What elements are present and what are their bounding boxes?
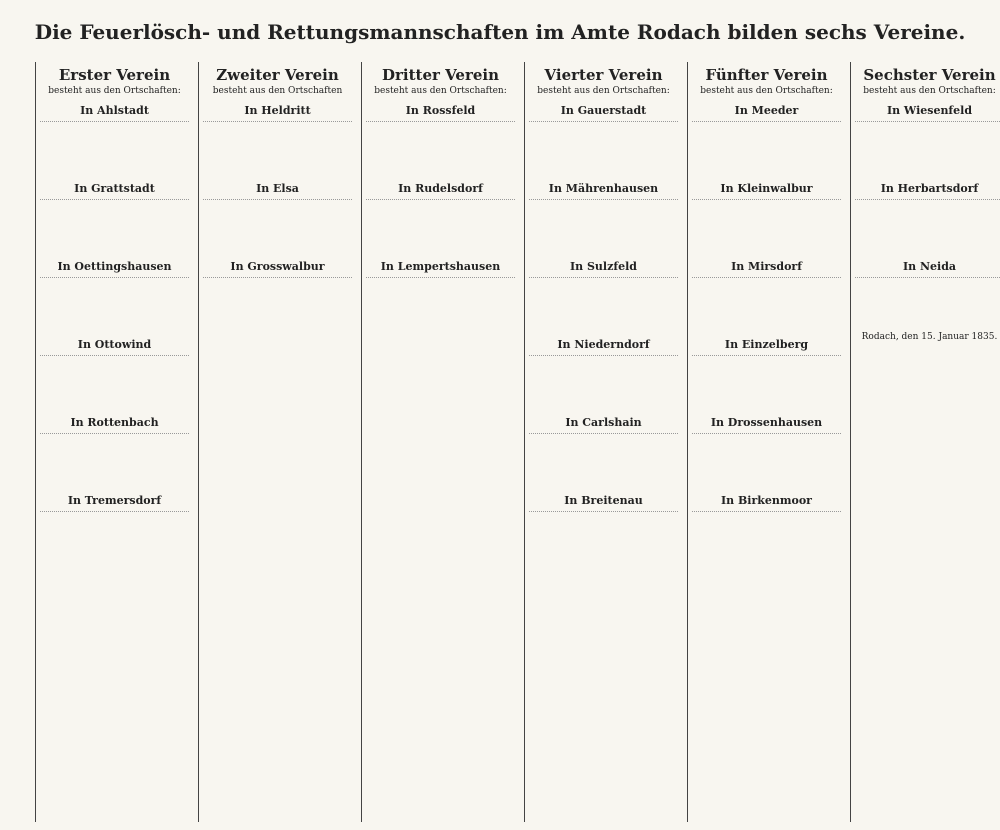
village-heading: In Tremersdorf <box>67 494 162 507</box>
verein-column <box>687 62 845 822</box>
village-heading: In Oettingshausen <box>57 260 172 273</box>
illegible-text-block <box>40 511 189 564</box>
village-heading: In Meeder <box>734 104 799 117</box>
village-heading: In Ottowind <box>77 338 152 351</box>
page-title: Die Feuerlösch- und Rettungsmannschaften im Amte Rodach bilden sechs Vereine. <box>34 20 966 44</box>
village-heading: In Ahlstadt <box>80 104 149 117</box>
village-heading: In Elsa <box>256 182 299 195</box>
village-heading: In Rudelsdorf <box>398 182 483 195</box>
village-heading: In Einzelberg <box>724 338 809 351</box>
verein-column <box>850 62 1000 822</box>
village-heading: In Rossfeld <box>405 104 476 117</box>
illegible-text-block <box>366 199 515 252</box>
village-heading: In Neida <box>902 260 957 273</box>
illegible-text-block <box>692 121 841 174</box>
verein-heading: Vierter Verein <box>544 66 663 84</box>
illegible-text-block <box>692 433 841 486</box>
verein-subheading: besteht aus den Ortschaften: <box>700 86 833 96</box>
illegible-text-block <box>40 199 189 252</box>
illegible-text-block <box>203 277 352 330</box>
verein-subheading: besteht aus den Ortschaften: <box>48 86 181 96</box>
illegible-text-block <box>692 277 841 330</box>
illegible-text-block <box>692 199 841 252</box>
village-heading: In Drossenhausen <box>710 416 823 429</box>
illegible-text-block <box>529 121 678 174</box>
verein-subheading: besteht aus den Ortschaften: <box>863 86 996 96</box>
illegible-text-block <box>855 199 1000 252</box>
village-heading: In Rottenbach <box>70 416 159 429</box>
illegible-text-block <box>40 433 189 486</box>
verein-heading: Dritter Verein <box>382 66 499 84</box>
village-heading: In Kleinwalbur <box>720 182 813 195</box>
illegible-text-block <box>692 355 841 408</box>
verein-heading: Sechster Verein <box>863 66 996 84</box>
illegible-text-block <box>855 277 1000 330</box>
village-heading: In Heldritt <box>244 104 311 117</box>
verein-column <box>35 62 193 822</box>
verein-heading: Fünfter Verein <box>705 66 828 84</box>
village-heading: In Grattstadt <box>74 182 155 195</box>
village-heading: In Grosswalbur <box>230 260 325 273</box>
verein-heading: Erster Verein <box>58 66 171 84</box>
village-heading: In Gauerstadt <box>560 104 647 117</box>
verein-subheading: besteht aus den Ortschaften: <box>537 86 670 96</box>
village-heading: In Mirsdorf <box>731 260 802 273</box>
village-heading: In Herbartsdorf <box>880 182 979 195</box>
illegible-text-block <box>366 277 515 330</box>
illegible-text-block <box>529 511 678 564</box>
village-heading: In Niederndorf <box>557 338 650 351</box>
footer-date: Rodach, den 15. Januar 1835. <box>861 332 998 342</box>
illegible-text-block <box>366 121 515 174</box>
illegible-text-block <box>203 199 352 252</box>
illegible-text-block <box>529 355 678 408</box>
illegible-text-block <box>692 511 841 564</box>
verein-subheading: besteht aus den Ortschaften: <box>374 86 507 96</box>
illegible-text-block <box>40 277 189 330</box>
illegible-text-block <box>855 121 1000 174</box>
village-heading: In Mährenhausen <box>548 182 659 195</box>
illegible-text-block <box>203 121 352 174</box>
village-heading: In Birkenmoor <box>721 494 812 507</box>
illegible-text-block <box>40 355 189 408</box>
illegible-text-block <box>529 199 678 252</box>
village-heading: In Carlshain <box>565 416 642 429</box>
verein-column <box>524 62 682 822</box>
verein-subheading: besteht aus den Ortschaften <box>212 86 343 96</box>
verein-column <box>361 62 519 822</box>
illegible-text-block <box>529 433 678 486</box>
village-heading: In Lempertshausen <box>380 260 501 273</box>
village-heading: In Breitenau <box>564 494 643 507</box>
illegible-text-block <box>529 277 678 330</box>
village-heading: In Sulzfeld <box>570 260 637 273</box>
verein-column <box>198 62 356 822</box>
verein-heading: Zweiter Verein <box>216 66 339 84</box>
village-heading: In Wiesenfeld <box>886 104 973 117</box>
illegible-text-block <box>40 121 189 174</box>
